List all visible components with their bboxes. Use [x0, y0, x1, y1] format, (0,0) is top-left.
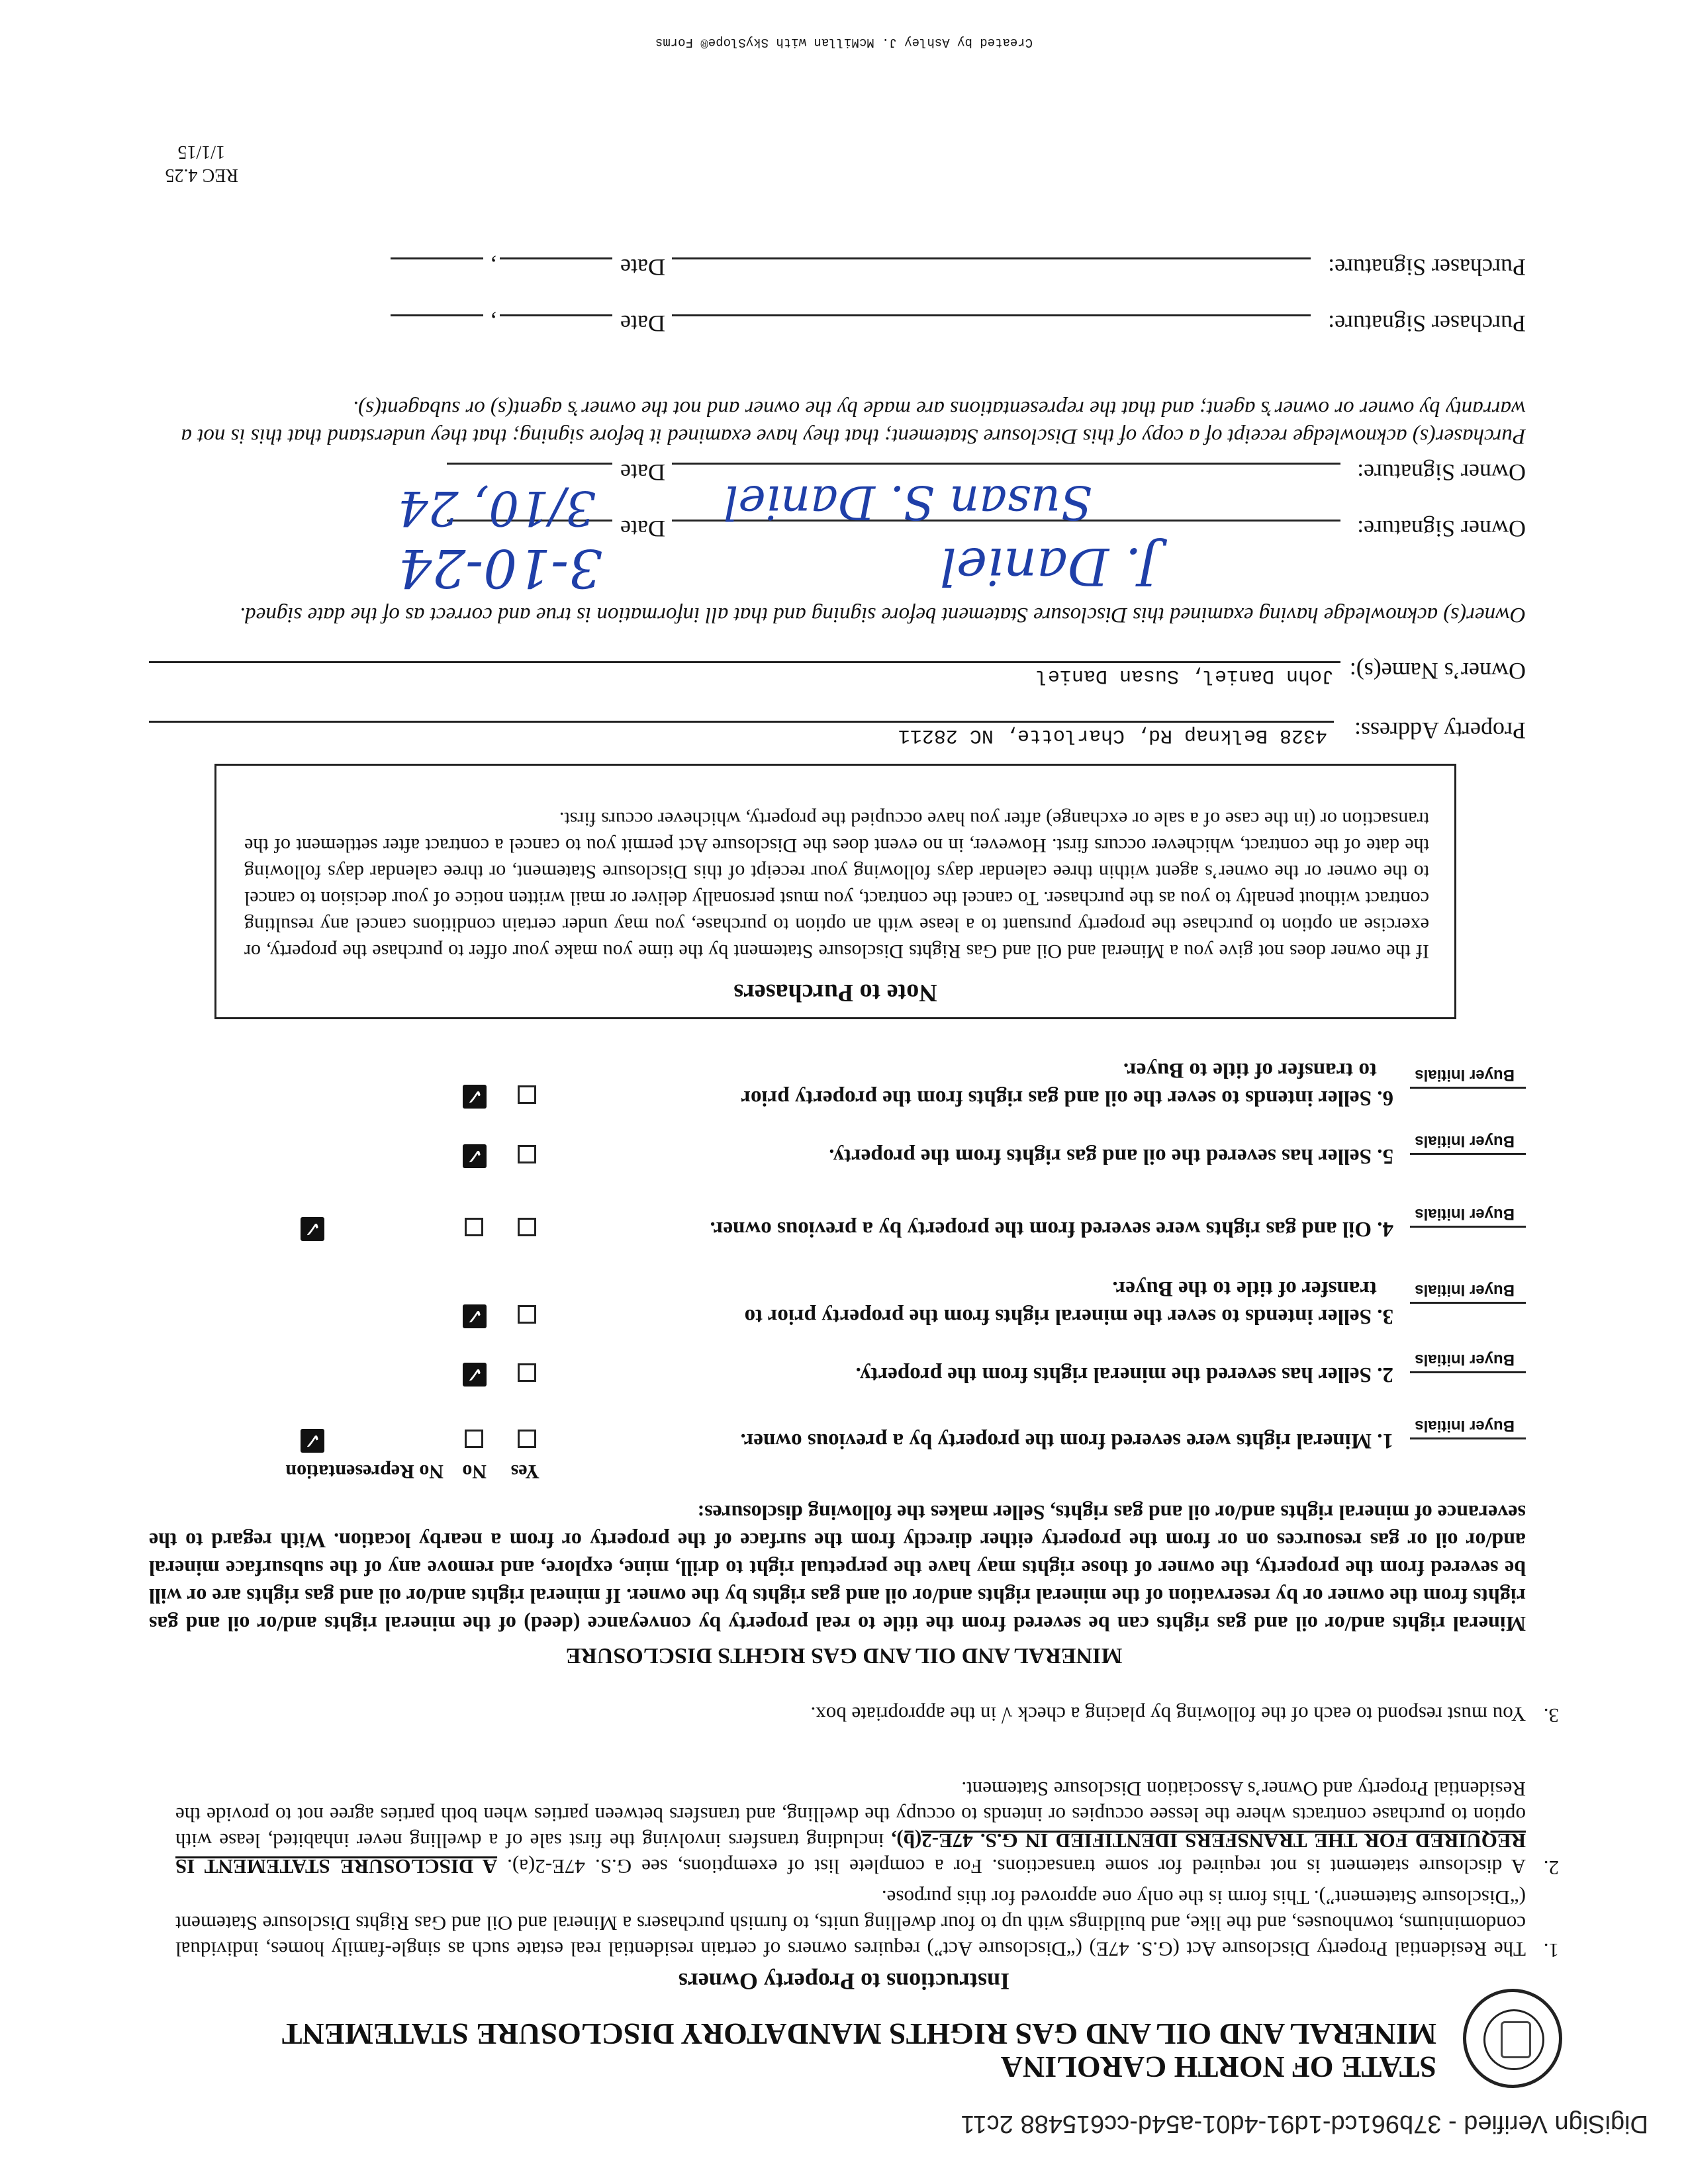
buyer-initials-label: Buyer Initials — [1415, 1351, 1515, 1369]
owner-signature-label: Owner Signature: — [1357, 516, 1526, 542]
buyer-initials-line[interactable] — [1410, 1226, 1526, 1228]
column-no: No — [462, 1461, 487, 1482]
form-title: MINERAL AND OIL AND GAS RIGHTS MANDATORY DISCLOSURE STATEMENT — [281, 2017, 1436, 2051]
form-number: REC 4.25 — [165, 165, 238, 185]
checkbox-no-checked[interactable]: ✓ — [463, 1144, 487, 1168]
disclosure-item-3-cont: transfer of title to the Buyer. — [1112, 1277, 1377, 1300]
buyer-initials-line[interactable] — [1410, 1371, 1526, 1373]
checkbox-no-checked[interactable]: ✓ — [463, 1304, 487, 1328]
checkbox-yes[interactable] — [518, 1430, 536, 1448]
buyer-initials-line[interactable] — [1410, 1087, 1526, 1089]
buyer-initials-label: Buyer Initials — [1415, 1205, 1515, 1223]
purchaser-date-1-field[interactable] — [500, 314, 612, 343]
buyer-initials-label: Buyer Initials — [1415, 1132, 1515, 1150]
checkbox-yes[interactable] — [518, 1145, 536, 1163]
owner-signature-1: J. Daniel — [939, 536, 1158, 596]
purchaser-date-label: Date — [620, 254, 665, 281]
owner-date-label: Date — [620, 516, 665, 542]
instruction-1-text: The Residential Property Disclosure Act (G.S. 47E) (“Disclosure Act”) requires owners of certain residential real estate such as single-family homes, individual condominiums, townhouses, and the like, and buildings with up to four dwelling units, to furnish purchasers a Mineral and Oil and Gas Rights Disclosure Statement (“Disclosure Statement”). This form is the only one approved for this purpose. — [175, 1886, 1526, 1961]
form-title-state: STATE OF NORTH CAROLINA — [1000, 2050, 1436, 2084]
instructions-heading: Instructions to Property Owners — [678, 1968, 1010, 1995]
disclosure-item-3: 3. Seller intends to sever the mineral rights from the property prior to — [744, 1304, 1393, 1328]
purchaser-signature-2-field[interactable] — [672, 257, 1311, 286]
disclosure-item-2: 2. Seller has severed the mineral rights from the property. — [855, 1363, 1393, 1387]
instruction-2-emphasis: A DISCLOSURE STATEMENT IS REQUIRED FOR THE TRANSFERS IDENTIFIED IN G.S. 47E-2(b), — [175, 1829, 1526, 1878]
instruction-number: 3. — [1543, 1704, 1559, 1727]
property-address-label: Property Address: — [1354, 717, 1526, 744]
date-comma: , — [491, 254, 496, 281]
mineral-section-heading: MINERAL AND OIL AND GAS RIGHTS DISCLOSURE — [565, 1643, 1123, 1668]
instruction-2-part-a: A disclosure statement is not required for some transactions. For a complete list of exemptions, see G.S. 47E-2(a). — [507, 1855, 1526, 1878]
purchaser-date-2-field[interactable] — [500, 257, 612, 286]
disclosure-item-4: 4. Oil and gas rights were severed from the property by a previous owner. — [710, 1217, 1393, 1241]
note-to-purchasers-box — [214, 764, 1456, 1019]
disclosure-item-5: 5. Seller has severed the oil and gas rights from the property. — [829, 1144, 1393, 1168]
checkbox-yes[interactable] — [518, 1305, 536, 1324]
owner-signature-label: Owner Signature: — [1357, 459, 1526, 486]
owner-date-1-value: 3-10-24 — [398, 537, 602, 599]
property-address-value: 4328 Belknap Rd, Charlotte, NC 28211 — [898, 724, 1327, 747]
purchaser-signature-label: Purchaser Signature: — [1328, 310, 1526, 337]
instruction-number: 1. — [1543, 1939, 1559, 1962]
checkbox-no-checked[interactable]: ✓ — [463, 1363, 487, 1387]
instruction-number: 2. — [1543, 1856, 1559, 1880]
purchaser-year-2-field[interactable] — [391, 257, 483, 286]
disclosure-item-6-cont: to transfer of title to Buyer. — [1123, 1058, 1377, 1082]
instruction-3-text: You must respond to each of the following by placing a check √ in the appropriate box. — [810, 1703, 1526, 1726]
instruction-2-text — [175, 1776, 1526, 1880]
checkbox-no[interactable] — [465, 1430, 483, 1448]
purchaser-date-label: Date — [620, 310, 665, 337]
commission-seal-icon — [1463, 1989, 1562, 2088]
checkbox-yes[interactable] — [518, 1363, 536, 1382]
purchaser-signature-1-field[interactable] — [672, 314, 1311, 343]
checkbox-no-representation-checked[interactable]: ✓ — [301, 1217, 324, 1241]
owner-signature-2: Susan S. Daniel — [723, 475, 1092, 529]
checkbox-no-representation-checked[interactable]: ✓ — [301, 1429, 324, 1453]
note-text: If the owner does not give you a Mineral and Oil and Gas Rights Disclosure Statement by the time you make your offer to purchase the property, or exercise an option to purchase the property pursuant to a lease with an option to purchase, you may under certain conditions cancel any resulting contract without penalty to you as the purchaser. To cancel the contract, you must personally deliver or mail written notice of your decision to cancel to the owner or the owner’s agent within three calendar days following your receipt of this Disclosure Statement, or three calendar days following the date of the contract, whichever occurs first. However, in no event does the Disclosure Act permit you to cancel a contract after settlement of the transaction or (in the case of a sale or exchange) after you have occupied the property, whichever occurs first. — [244, 808, 1429, 962]
column-no-representation: No Representation — [285, 1461, 444, 1482]
buyer-initials-label: Buyer Initials — [1415, 1281, 1515, 1299]
mineral-section-intro: Mineral rights and/or oil and gas rights can be severed from the title to real property by conveyance (deed) of the mineral rights and/or oil and gas rights from the owner or by reservation of the mineral rights and/or oil and gas rights by the owner. If mineral rights and/or oil and gas rights are or will be severed from the property, the owner of those rights may have the perpetual right to drill, mine, explore, and remove any of the subsurface mineral and/or oil or gas resources on or from the property either directly from the surface of the property or from a nearby location. With regard to the severance of mineral rights and/or oil and gas rights, Seller makes the following disclosures: — [149, 1501, 1526, 1636]
docusign-envelope-id: DigiSign Verified - 37b961cd-1d91-4d01-a54d-cc615488 2c11 — [961, 2110, 1648, 2138]
purchaser-acknowledgment: Purchaser(s) acknowledge receipt of a copy of this Disclosure Statement; that they have examined it before signing; that they understand that this is not a warranty by owner or owner’s agent; and that the representations are made by the owner and not the owner’s agent(s) or subagent(s). — [181, 396, 1526, 448]
form-creator: Created by Ashley J. McMillan with SkySlope® Forms — [655, 35, 1033, 50]
buyer-initials-label: Buyer Initials — [1415, 1417, 1515, 1435]
purchaser-year-1-field[interactable] — [391, 314, 483, 343]
buyer-initials-line[interactable] — [1410, 1153, 1526, 1155]
owner-acknowledgment: Owner(s) acknowledge having examined this Disclosure Statement before signing and that all information is true and correct as of the date signed. — [239, 603, 1526, 627]
purchaser-signature-label: Purchaser Signature: — [1328, 254, 1526, 281]
note-heading: Note to Purchasers — [733, 979, 937, 1007]
buyer-initials-line[interactable] — [1410, 1437, 1526, 1439]
instruction-2-part-b: including transfers involving the first sale of a dwelling never inhabited, lease with option to purchase contracts where the lessee occupies or intends to occupy the dwelling, and transfers between parties when both parties agree not to provide the Residential Property and Owner’s Association Disclosure Statement. — [175, 1778, 1526, 1852]
owner-names-label: Owner’s Name(s): — [1349, 658, 1526, 684]
owner-date-2-value: 3/10, 24 — [397, 480, 596, 536]
buyer-initials-line[interactable] — [1410, 1302, 1526, 1304]
checkbox-yes[interactable] — [518, 1218, 536, 1236]
checkbox-yes[interactable] — [518, 1085, 536, 1104]
form-date: 1/1/15 — [177, 142, 225, 162]
checkbox-no[interactable] — [465, 1218, 483, 1236]
checkbox-no-checked[interactable]: ✓ — [463, 1085, 487, 1109]
date-comma: , — [491, 310, 496, 337]
owner-date-label: Date — [620, 459, 665, 486]
column-yes: Yes — [510, 1461, 539, 1482]
buyer-initials-label: Buyer Initials — [1415, 1066, 1515, 1084]
disclosure-item-6: 6. Seller intends to sever the oil and gas rights from the property prior — [741, 1086, 1393, 1110]
disclosure-item-1: 1. Mineral rights were severed from the property by a previous owner. — [740, 1429, 1393, 1453]
owner-names-value: John Daniel, Susan Daniel — [1035, 664, 1334, 687]
